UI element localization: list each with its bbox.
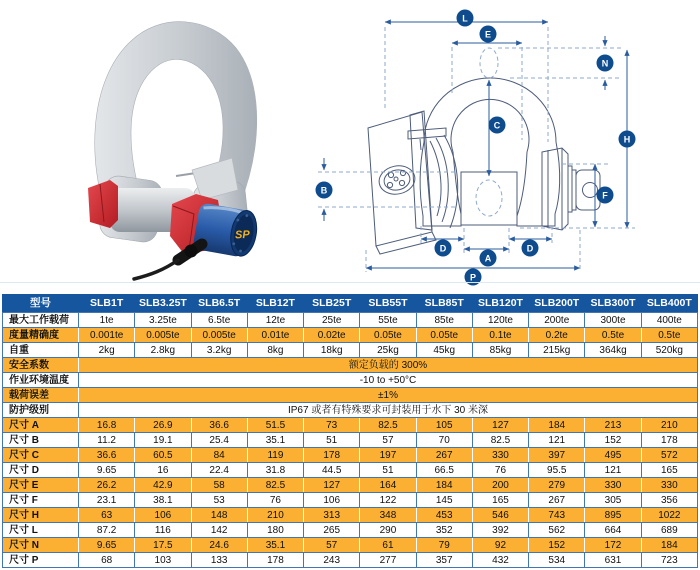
cell: 122 bbox=[360, 493, 416, 508]
cell: 18kg bbox=[304, 343, 360, 358]
cell: 22.4 bbox=[191, 463, 247, 478]
cell: 397 bbox=[529, 448, 585, 463]
red-pin-end-left bbox=[88, 180, 118, 228]
cell: 152 bbox=[585, 433, 641, 448]
cell: 42.9 bbox=[135, 478, 191, 493]
dim-label-L bbox=[457, 10, 474, 27]
section-divider bbox=[0, 282, 700, 283]
cell: 392 bbox=[472, 523, 528, 538]
cell: 723 bbox=[641, 553, 697, 568]
column-header: SLB120T bbox=[472, 295, 528, 313]
cell: 3.2kg bbox=[191, 343, 247, 358]
cell: 85te bbox=[416, 313, 472, 328]
cell: 1022 bbox=[641, 508, 697, 523]
row-label: 尺寸 N bbox=[3, 538, 79, 553]
cell: 35.1 bbox=[247, 433, 303, 448]
table-header-row bbox=[3, 295, 698, 313]
cell: 290 bbox=[360, 523, 416, 538]
cell: 200te bbox=[529, 313, 585, 328]
cell: 631 bbox=[585, 553, 641, 568]
cell: 3.25te bbox=[135, 313, 191, 328]
cell: 348 bbox=[360, 508, 416, 523]
cell: 184 bbox=[529, 418, 585, 433]
cell: 145 bbox=[416, 493, 472, 508]
cable bbox=[134, 244, 202, 279]
cell: 0.01te bbox=[247, 328, 303, 343]
cell: 26.2 bbox=[79, 478, 135, 493]
cell: 31.8 bbox=[247, 463, 303, 478]
dimension-diagram bbox=[310, 0, 700, 290]
cell: 116 bbox=[135, 523, 191, 538]
diagram-shackle-outline bbox=[420, 48, 560, 226]
cell: 73 bbox=[304, 418, 360, 433]
diagram-load-cell bbox=[368, 111, 458, 254]
cell: 178 bbox=[304, 448, 360, 463]
cell: 66.5 bbox=[416, 463, 472, 478]
svg-text:B: B bbox=[320, 185, 328, 196]
span-cell: 额定负载的 300% bbox=[79, 358, 698, 373]
cell: 0.001te bbox=[79, 328, 135, 343]
cell: 57 bbox=[360, 433, 416, 448]
cell: 0.5te bbox=[585, 328, 641, 343]
cell: 210 bbox=[641, 418, 697, 433]
table-row bbox=[3, 313, 698, 328]
cell: 17.5 bbox=[135, 538, 191, 553]
cell: 210 bbox=[247, 508, 303, 523]
cell: 24.6 bbox=[191, 538, 247, 553]
cell: 38.1 bbox=[135, 493, 191, 508]
cell: 79 bbox=[416, 538, 472, 553]
cell: 60.5 bbox=[135, 448, 191, 463]
dim-label-F bbox=[597, 187, 614, 204]
column-header: SLB85T bbox=[416, 295, 472, 313]
table-row bbox=[3, 448, 698, 463]
cell: 105 bbox=[416, 418, 472, 433]
cell: 9.65 bbox=[79, 538, 135, 553]
cell: 57 bbox=[304, 538, 360, 553]
cell: 164 bbox=[360, 478, 416, 493]
cell: 213 bbox=[585, 418, 641, 433]
cell: 689 bbox=[641, 523, 697, 538]
cell: 106 bbox=[135, 508, 191, 523]
svg-text:E: E bbox=[484, 29, 492, 40]
sp-logo: SP bbox=[234, 228, 250, 242]
row-label: 度量精确度 bbox=[3, 328, 79, 343]
row-label: 尺寸 E bbox=[3, 478, 79, 493]
cell: 44.5 bbox=[304, 463, 360, 478]
product-photo bbox=[60, 8, 325, 288]
cell: 148 bbox=[191, 508, 247, 523]
cell: 330 bbox=[472, 448, 528, 463]
column-header: SLB300T bbox=[585, 295, 641, 313]
dim-label-E bbox=[480, 26, 497, 43]
table-row bbox=[3, 463, 698, 478]
cell: 16 bbox=[135, 463, 191, 478]
row-label: 自重 bbox=[3, 343, 79, 358]
column-header: SLB400T bbox=[641, 295, 697, 313]
cell: 534 bbox=[529, 553, 585, 568]
table-row bbox=[3, 508, 698, 523]
cell: 70 bbox=[416, 433, 472, 448]
cell: 84 bbox=[191, 448, 247, 463]
cell: 121 bbox=[585, 463, 641, 478]
cell: 572 bbox=[641, 448, 697, 463]
cell: 520kg bbox=[641, 343, 697, 358]
cell: 92 bbox=[472, 538, 528, 553]
table-row bbox=[3, 403, 698, 418]
model-header: 型号 bbox=[3, 295, 79, 313]
cell: 0.2te bbox=[529, 328, 585, 343]
cell: 2kg bbox=[79, 343, 135, 358]
cell: 82.5 bbox=[360, 418, 416, 433]
cell: 357 bbox=[416, 553, 472, 568]
cell: 103 bbox=[135, 553, 191, 568]
cell: 82.5 bbox=[247, 478, 303, 493]
span-cell: ±1% bbox=[79, 388, 698, 403]
cell: 53 bbox=[191, 493, 247, 508]
row-label: 尺寸 D bbox=[3, 463, 79, 478]
row-label: 尺寸 H bbox=[3, 508, 79, 523]
cell: 85kg bbox=[472, 343, 528, 358]
cell: 243 bbox=[304, 553, 360, 568]
cell: 19.1 bbox=[135, 433, 191, 448]
column-header: SLB1T bbox=[79, 295, 135, 313]
cell: 0.1te bbox=[472, 328, 528, 343]
cell: 356 bbox=[641, 493, 697, 508]
cell: 364kg bbox=[585, 343, 641, 358]
cell: 51 bbox=[360, 463, 416, 478]
cell: 432 bbox=[472, 553, 528, 568]
cell: 895 bbox=[585, 508, 641, 523]
cell: 0.005te bbox=[191, 328, 247, 343]
table-row bbox=[3, 418, 698, 433]
column-header: SLB200T bbox=[529, 295, 585, 313]
row-label: 最大工作载荷 bbox=[3, 313, 79, 328]
table-row bbox=[3, 433, 698, 448]
cell: 0.02te bbox=[304, 328, 360, 343]
cell: 76 bbox=[247, 493, 303, 508]
dim-label-D-right bbox=[522, 240, 539, 257]
table-row bbox=[3, 493, 698, 508]
cell: 743 bbox=[529, 508, 585, 523]
svg-text:A: A bbox=[484, 253, 492, 264]
dim-label-H bbox=[619, 131, 636, 148]
cell: 55te bbox=[360, 313, 416, 328]
svg-text:F: F bbox=[602, 190, 608, 201]
cell: 119 bbox=[247, 448, 303, 463]
cell: 63 bbox=[79, 508, 135, 523]
cell: 215kg bbox=[529, 343, 585, 358]
cell: 277 bbox=[360, 553, 416, 568]
cell: 58 bbox=[191, 478, 247, 493]
cell: 279 bbox=[529, 478, 585, 493]
cell: 82.5 bbox=[472, 433, 528, 448]
column-header: SLB12T bbox=[247, 295, 303, 313]
row-label: 作业环境温度 bbox=[3, 373, 79, 388]
cell: 172 bbox=[585, 538, 641, 553]
table-row bbox=[3, 328, 698, 343]
cell: 6.5te bbox=[191, 313, 247, 328]
cell: 267 bbox=[416, 448, 472, 463]
table-row bbox=[3, 553, 698, 568]
cell: 165 bbox=[472, 493, 528, 508]
dimension-lines bbox=[318, 22, 635, 272]
cell: 0.005te bbox=[135, 328, 191, 343]
dim-label-A bbox=[480, 250, 497, 267]
cell: 36.6 bbox=[191, 418, 247, 433]
cell: 330 bbox=[641, 478, 697, 493]
row-label: 安全系数 bbox=[3, 358, 79, 373]
cell: 562 bbox=[529, 523, 585, 538]
row-label: 尺寸 A bbox=[3, 418, 79, 433]
cell: 120te bbox=[472, 313, 528, 328]
cell: 265 bbox=[304, 523, 360, 538]
cell: 25te bbox=[304, 313, 360, 328]
row-label: 尺寸 B bbox=[3, 433, 79, 448]
column-header: SLB55T bbox=[360, 295, 416, 313]
cell: 453 bbox=[416, 508, 472, 523]
cell: 0.05te bbox=[360, 328, 416, 343]
spec-table bbox=[2, 294, 698, 568]
cell: 127 bbox=[304, 478, 360, 493]
cell: 546 bbox=[472, 508, 528, 523]
svg-text:C: C bbox=[493, 120, 501, 131]
row-label: 尺寸 F bbox=[3, 493, 79, 508]
cell: 178 bbox=[641, 433, 697, 448]
svg-text:N: N bbox=[601, 58, 609, 69]
cell: 106 bbox=[304, 493, 360, 508]
diagram-nut-bolt bbox=[542, 148, 600, 230]
cell: 300te bbox=[585, 313, 641, 328]
cell: 152 bbox=[529, 538, 585, 553]
table-row bbox=[3, 358, 698, 373]
svg-text:P: P bbox=[469, 272, 477, 283]
cell: 197 bbox=[360, 448, 416, 463]
cell: 8kg bbox=[247, 343, 303, 358]
cell: 9.65 bbox=[79, 463, 135, 478]
dim-label-N bbox=[597, 55, 614, 72]
cell: 61 bbox=[360, 538, 416, 553]
span-cell: -10 to +50°C bbox=[79, 373, 698, 388]
cell: 45kg bbox=[416, 343, 472, 358]
cell: 664 bbox=[585, 523, 641, 538]
row-label: 尺寸 L bbox=[3, 523, 79, 538]
span-cell: IP67 或者有特殊要求可封装用于水下 30 米深 bbox=[79, 403, 698, 418]
dim-label-D-left bbox=[435, 240, 452, 257]
row-label: 防护级别 bbox=[3, 403, 79, 418]
cell: 25kg bbox=[360, 343, 416, 358]
cell: 495 bbox=[585, 448, 641, 463]
cell: 313 bbox=[304, 508, 360, 523]
svg-text:D: D bbox=[526, 243, 534, 254]
cell: 23.1 bbox=[79, 493, 135, 508]
cell: 330 bbox=[585, 478, 641, 493]
cell: 76 bbox=[472, 463, 528, 478]
cell: 87.2 bbox=[79, 523, 135, 538]
cell: 184 bbox=[416, 478, 472, 493]
cell: 0.5te bbox=[641, 328, 697, 343]
cell: 11.2 bbox=[79, 433, 135, 448]
cell: 36.6 bbox=[79, 448, 135, 463]
cell: 95.5 bbox=[529, 463, 585, 478]
table-row bbox=[3, 388, 698, 403]
cell: 16.8 bbox=[79, 418, 135, 433]
column-header: SLB3.25T bbox=[135, 295, 191, 313]
cell: 12te bbox=[247, 313, 303, 328]
cell: 51.5 bbox=[247, 418, 303, 433]
cell: 178 bbox=[247, 553, 303, 568]
cell: 51 bbox=[304, 433, 360, 448]
column-header: SLB25T bbox=[304, 295, 360, 313]
cell: 0.05te bbox=[416, 328, 472, 343]
row-label: 尺寸 C bbox=[3, 448, 79, 463]
table-row bbox=[3, 373, 698, 388]
cell: 305 bbox=[585, 493, 641, 508]
row-label: 尺寸 P bbox=[3, 553, 79, 568]
cell: 400te bbox=[641, 313, 697, 328]
cell: 180 bbox=[247, 523, 303, 538]
cell: 267 bbox=[529, 493, 585, 508]
cell: 25.4 bbox=[191, 433, 247, 448]
column-header: SLB6.5T bbox=[191, 295, 247, 313]
cell: 2.8kg bbox=[135, 343, 191, 358]
table-row bbox=[3, 343, 698, 358]
cell: 352 bbox=[416, 523, 472, 538]
cell: 127 bbox=[472, 418, 528, 433]
cell: 200 bbox=[472, 478, 528, 493]
row-label: 载荷误差 bbox=[3, 388, 79, 403]
cell: 165 bbox=[641, 463, 697, 478]
dim-label-B bbox=[316, 182, 333, 199]
dim-label-C bbox=[489, 117, 506, 134]
svg-text:L: L bbox=[462, 13, 468, 24]
cell: 26.9 bbox=[135, 418, 191, 433]
cell: 184 bbox=[641, 538, 697, 553]
svg-text:D: D bbox=[439, 243, 447, 254]
svg-text:H: H bbox=[623, 134, 631, 145]
cell: 68 bbox=[79, 553, 135, 568]
cell: 133 bbox=[191, 553, 247, 568]
cell: 1te bbox=[79, 313, 135, 328]
cell: 35.1 bbox=[247, 538, 303, 553]
cell: 142 bbox=[191, 523, 247, 538]
cell: 121 bbox=[529, 433, 585, 448]
table-row bbox=[3, 478, 698, 493]
table-row bbox=[3, 538, 698, 553]
table-row bbox=[3, 523, 698, 538]
